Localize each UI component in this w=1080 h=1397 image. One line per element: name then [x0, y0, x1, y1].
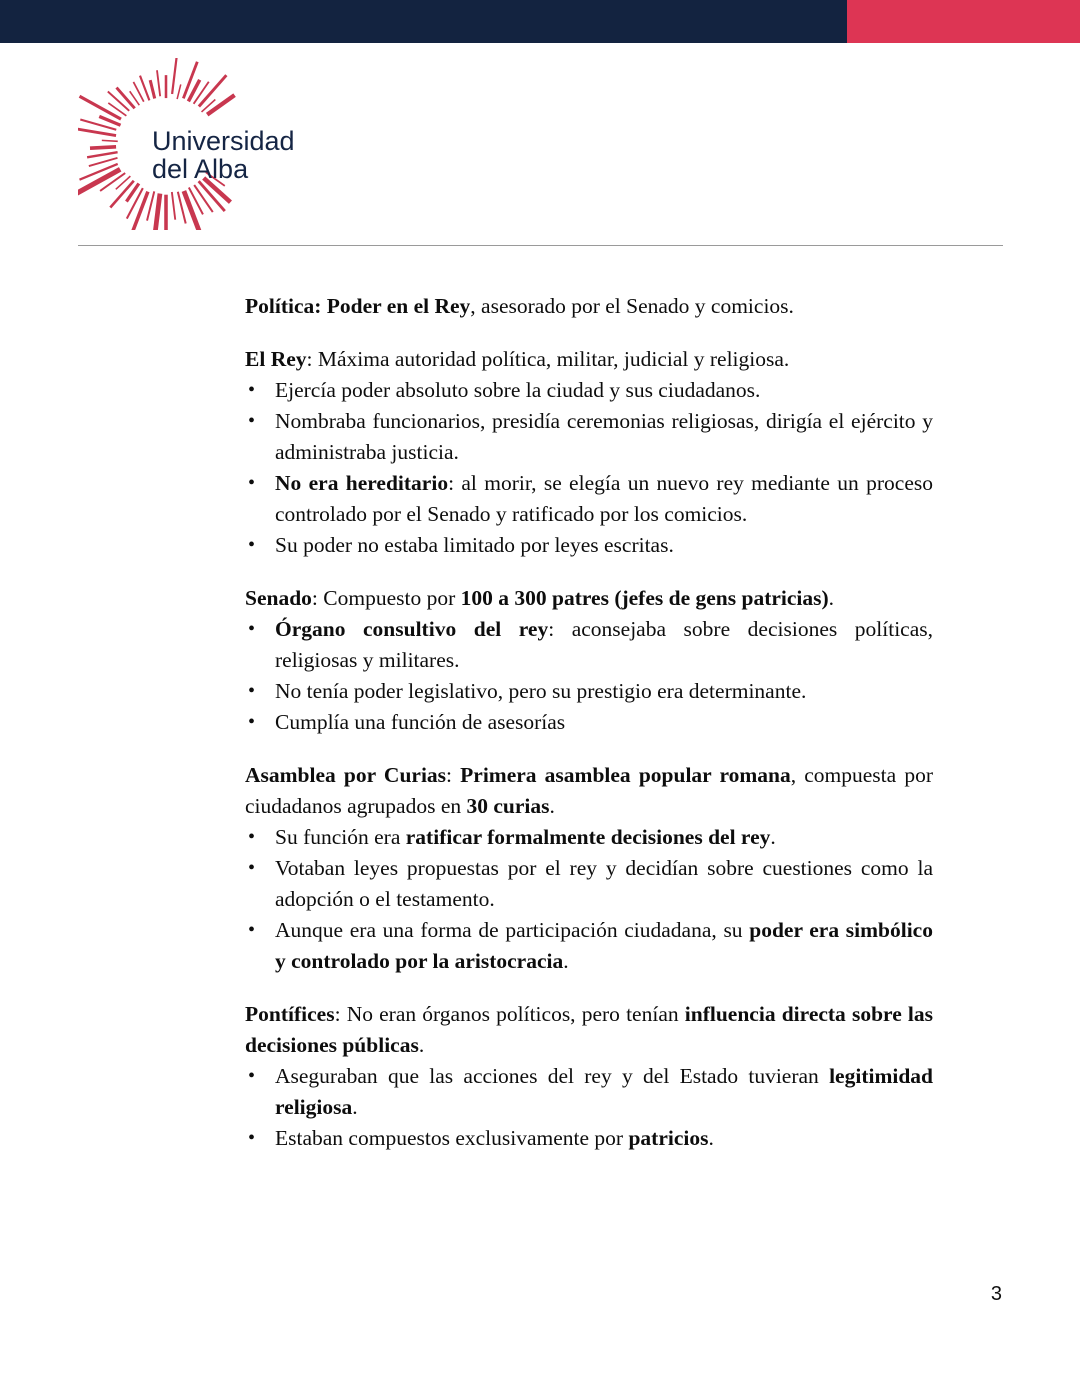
- bullet-list: [245, 375, 933, 561]
- section-politica: [245, 291, 933, 322]
- section-pontifices: [245, 999, 933, 1154]
- header-divider: [78, 245, 1003, 246]
- university-logo: [78, 58, 318, 230]
- bullet-text: No tenía poder legislativo, pero su prestigio era determinante.: [275, 679, 807, 703]
- list-item: [245, 468, 933, 530]
- bullet-bold: No era hereditario: [275, 471, 449, 495]
- lead-bold-2: Primera asamblea popular romana: [460, 763, 791, 787]
- list-item: [245, 614, 933, 676]
- bullet-text: : aconsejaba sobre decisiones políticas, religiosas y militares.: [275, 617, 933, 672]
- section-lead: [245, 344, 933, 375]
- section-senado: [245, 583, 933, 738]
- bullet-list: [245, 614, 933, 738]
- bullet-text-pre: Aunque era una forma de participación ciudadana, su: [275, 918, 750, 942]
- list-item: [245, 676, 933, 707]
- bullet-list: [245, 1061, 933, 1154]
- bullet-bold: poder era simbólico y controlado por la aristocracia: [275, 918, 933, 973]
- lead-bold: Senado: [245, 586, 312, 610]
- lead-rest: : Máxima autoridad política, militar, judicial y religiosa.: [306, 347, 790, 371]
- bullet-text-post: .: [708, 1126, 714, 1150]
- header-banner-crimson: [847, 0, 1080, 43]
- list-item: [245, 1061, 933, 1123]
- lead-bold: Política: Poder en el Rey: [245, 294, 471, 318]
- document-body: [245, 291, 933, 1154]
- lead-bold: El Rey: [245, 347, 307, 371]
- logo-line-2: del Alba: [152, 154, 249, 184]
- bullet-bold: legitimidad religiosa: [275, 1064, 933, 1119]
- lead-tail: , compuesta por ciudadanos agrupados en: [245, 763, 933, 818]
- list-item: [245, 530, 933, 561]
- section-lead: [245, 291, 933, 322]
- page-number: 3: [990, 1283, 1002, 1305]
- bullet-text-pre: Estaban compuestos exclusivamente por: [275, 1126, 629, 1150]
- list-item: [245, 915, 933, 977]
- lead-bold-2: 100 a 300 patres (jefes de gens patricias): [460, 586, 829, 610]
- bullet-bold: ratificar formalmente decisiones del rey: [405, 825, 771, 849]
- bullet-text-pre: Votaban leyes propuestas por el rey y decidían sobre cuestiones como la adopción o el testamento.: [275, 856, 933, 911]
- sunburst-icon: [78, 58, 318, 230]
- lead-rest: :: [446, 763, 461, 787]
- header-banner: [0, 0, 1080, 43]
- bullet-text-pre: Aseguraban que las acciones del rey y del Estado tuvieran: [275, 1064, 830, 1088]
- header-banner-navy: [0, 0, 847, 43]
- section-el-rey: [245, 344, 933, 561]
- bullet-text-post: .: [563, 949, 569, 973]
- list-item: [245, 707, 933, 738]
- bullet-text-pre: Su función era: [275, 825, 406, 849]
- lead-bold-3: 30 curias: [466, 794, 550, 818]
- lead-rest: : Compuesto por: [311, 586, 461, 610]
- lead-rest: , asesorado por el Senado y comicios.: [470, 294, 794, 318]
- bullet-text: : al morir, se elegía un nuevo rey mediante un proceso controlado por el Senado y ratificado por los comicios.: [275, 471, 933, 526]
- list-item: [245, 375, 933, 406]
- lead-rest: : No eran órganos políticos, pero tenían: [334, 1002, 685, 1026]
- logo-line-1: Universidad: [152, 126, 295, 156]
- section-lead: [245, 583, 933, 614]
- lead-bold: Pontífices: [245, 1002, 335, 1026]
- list-item: [245, 1123, 933, 1154]
- lead-bold-2: influencia directa sobre las decisiones públicas: [245, 1002, 933, 1057]
- bullet-text-post: .: [352, 1095, 358, 1119]
- lead-tail-2: .: [549, 794, 555, 818]
- section-lead: [245, 999, 933, 1061]
- list-item: [245, 853, 933, 915]
- list-item: [245, 822, 933, 853]
- bullet-text: Cumplía una función de asesorías: [275, 710, 566, 734]
- bullet-list: [245, 822, 933, 977]
- lead-bold: Asamblea por Curias: [245, 763, 447, 787]
- bullet-text: Ejercía poder absoluto sobre la ciudad y sus ciudadanos.: [275, 378, 761, 402]
- section-lead: [245, 760, 933, 822]
- lead-tail: .: [828, 586, 835, 610]
- bullet-text-post: .: [770, 825, 776, 849]
- bullet-text: Su poder no estaba limitado por leyes escritas.: [275, 533, 674, 557]
- bullet-bold: Órgano consultivo del rey: [275, 617, 549, 641]
- lead-tail: .: [418, 1033, 425, 1057]
- bullet-bold: patricios: [628, 1126, 709, 1150]
- list-item: [245, 406, 933, 468]
- bullet-text: Nombraba funcionarios, presidía ceremonias religiosas, dirigía el ejército y administraba justicia.: [275, 409, 933, 464]
- section-asamblea-por-curias: [245, 760, 933, 977]
